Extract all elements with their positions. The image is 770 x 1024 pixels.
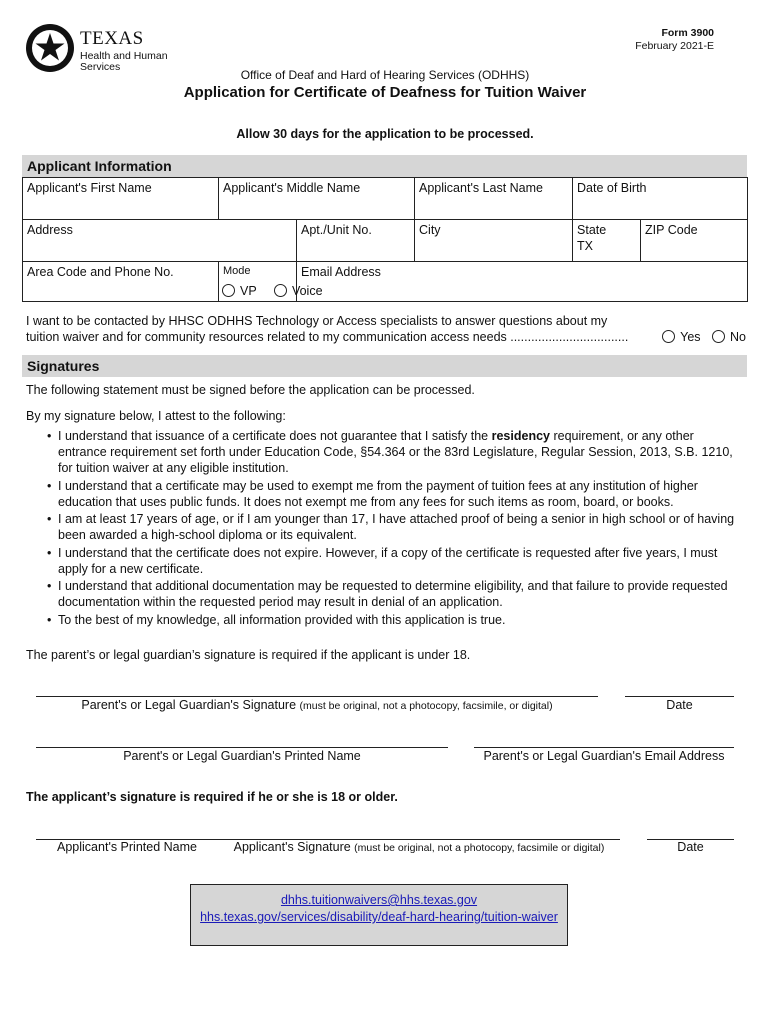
mode-options: VP Voice bbox=[222, 284, 323, 298]
office-name: Office of Deaf and Hard of Hearing Services (ODHHS) bbox=[240, 68, 530, 82]
attest-heading: By my signature below, I attest to the following: bbox=[26, 409, 286, 423]
phone-field[interactable]: Area Code and Phone No. bbox=[23, 262, 219, 302]
contact-no-radio[interactable] bbox=[712, 330, 725, 343]
contact-preference: I want to be contacted by HHSC ODHHS Technology or Access specialists to answer questions about my tuition waiver and for community resources related to my communication access needs .................................. Yes No bbox=[26, 314, 746, 344]
website-link[interactable]: hhs.texas.gov/services/disability/deaf-hard-hearing/tuition-waiver bbox=[200, 910, 558, 924]
page-title: Application for Certificate of Deafness for Tuition Waiver bbox=[183, 84, 587, 101]
attestation-item: • I am at least 17 years of age, or if I am younger than 17, I have attached proof of being a senior in high school or of having been awarded a high-school diploma or its equivalent. bbox=[26, 511, 742, 543]
parent-date-label: Date bbox=[666, 698, 693, 712]
parent-printed-name-label: Parent's or Legal Guardian's Printed Name bbox=[123, 749, 361, 763]
applicant-info-grid bbox=[22, 177, 748, 302]
parent-email-line[interactable] bbox=[474, 747, 734, 748]
signature-intro: The following statement must be signed before the application can be processed. bbox=[26, 383, 475, 397]
zip-field[interactable]: ZIP Code bbox=[641, 220, 748, 262]
applicant-note: The applicant’s signature is required if he or she is 18 or older. bbox=[26, 790, 398, 804]
attestation-item: • I understand that issuance of a certificate does not guarantee that I satisfy the residency requirement, or any other entrance requirement set forth under Education Code, §54.364 or the 83rd Legislature, Regular Session, 2013, S.B. 1210, for tuition waiver at any eligible institution. bbox=[26, 428, 742, 476]
form-number-block bbox=[635, 27, 714, 53]
contact-links-box bbox=[190, 884, 568, 946]
form-number: Form 3900 bbox=[661, 27, 714, 39]
parent-signature-label: Parent's or Legal Guardian's Signature (must be original, not a photocopy, facsimile, or digital) bbox=[81, 698, 553, 712]
signatures-section-header: Signatures bbox=[22, 355, 747, 377]
parent-date-line[interactable] bbox=[625, 696, 734, 697]
parent-note: The parent’s or legal guardian’s signature is required if the applicant is under 18. bbox=[26, 648, 471, 662]
allow-notice: Allow 30 days for the application to be processed. bbox=[236, 127, 534, 141]
applicant-section-header: Applicant Information bbox=[22, 155, 747, 177]
mode-voice-radio[interactable] bbox=[274, 284, 287, 297]
form-date: February 2021-E bbox=[635, 40, 714, 52]
attestation-item: • To the best of my knowledge, all information provided with this application is true. bbox=[26, 612, 742, 628]
logo-subtitle: Health and Human Services bbox=[80, 50, 168, 73]
applicant-date-label: Date bbox=[677, 840, 704, 854]
mode-field: Mode bbox=[219, 262, 297, 302]
applicant-signature-label: Applicant's Signature (must be original, not a photocopy, facsimile or digital) bbox=[233, 840, 605, 854]
last-name-field[interactable]: Applicant's Last Name bbox=[415, 178, 573, 220]
middle-name-field[interactable]: Applicant's Middle Name bbox=[219, 178, 415, 220]
parent-signature-line[interactable] bbox=[36, 696, 598, 697]
contact-yes-no: Yes No bbox=[662, 329, 746, 345]
email-field[interactable]: Email Address bbox=[297, 262, 748, 302]
logo-brand: TEXAS bbox=[80, 28, 144, 49]
attestation-item: • I understand that the certificate does not expire. However, if a copy of the certificate is requested after five years, I must apply for a new certificate. bbox=[26, 545, 742, 577]
state-value: TX bbox=[577, 239, 594, 253]
first-name-field[interactable]: Applicant's First Name bbox=[23, 178, 219, 220]
apt-field[interactable]: Apt./Unit No. bbox=[297, 220, 415, 262]
city-field[interactable]: City bbox=[415, 220, 573, 262]
state-field[interactable]: State TX bbox=[573, 220, 641, 262]
parent-printed-name-line[interactable] bbox=[36, 747, 448, 748]
mode-vp-radio[interactable] bbox=[222, 284, 235, 297]
email-link[interactable]: dhhs.tuitionwaivers@hhs.texas.gov bbox=[280, 893, 478, 907]
address-field[interactable]: Address bbox=[23, 220, 297, 262]
attestation-list bbox=[26, 428, 742, 629]
dob-field[interactable]: Date of Birth bbox=[573, 178, 748, 220]
texas-seal-icon bbox=[24, 22, 76, 74]
attestation-item: • I understand that a certificate may be used to exempt me from the payment of tuition fees at any institution of higher education that uses public funds. It does not exempt me from any fees for such items as room, board, or books. bbox=[26, 478, 742, 510]
attestation-item: • I understand that additional documentation may be requested to determine eligibility, and that failure to provide requested documentation within the requested period may result in denial of an application. bbox=[26, 578, 742, 610]
contact-yes-radio[interactable] bbox=[662, 330, 675, 343]
applicant-printed-name-label: Applicant's Printed Name bbox=[57, 840, 197, 854]
parent-email-label: Parent's or Legal Guardian's Email Address bbox=[483, 749, 725, 763]
